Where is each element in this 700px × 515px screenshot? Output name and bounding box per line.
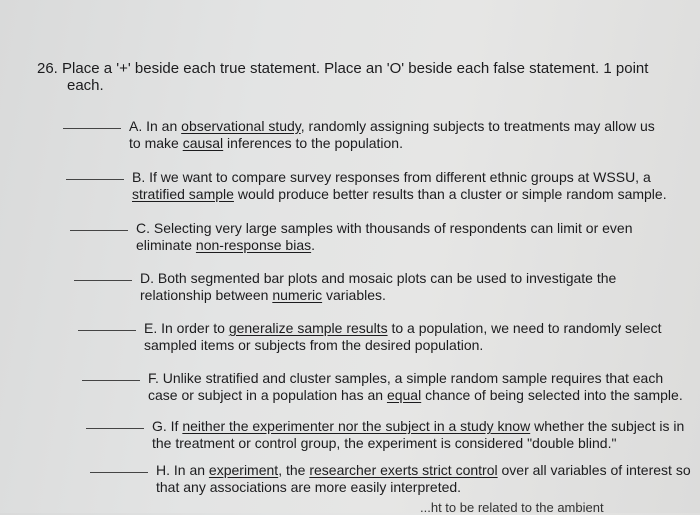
statement-text [136, 220, 632, 254]
statement-text [140, 270, 616, 304]
underlined-term: causal [182, 135, 224, 151]
statement-segment: sampled items or subjects from the desired population. [144, 337, 484, 353]
statement-segment: that any associations are more easily interpreted. [156, 479, 462, 495]
statement-g [86, 418, 684, 452]
statement-segment: D. Both segmented bar plots and mosaic plots can be used to investigate the [140, 270, 617, 286]
statement-text [156, 462, 691, 496]
statement-segment: inferences to the population. [223, 135, 403, 151]
statement-text [132, 169, 667, 203]
answer-blank-h[interactable] [90, 472, 148, 473]
underlined-term: neither the experimenter nor the subject in a study know [182, 418, 531, 434]
answer-blank-a[interactable] [63, 128, 121, 129]
statement-a [63, 118, 655, 152]
cut-off-text: ...ht to be related to the ambient [420, 500, 604, 515]
statement-segment: case or subject in a population has an [148, 387, 387, 403]
statement-segment: B. If we want to compare survey responses from different ethnic groups at WSSU, a [132, 169, 651, 185]
answer-blank-d[interactable] [74, 280, 132, 281]
answer-blank-e[interactable] [78, 330, 136, 331]
statement-segment: variables. [322, 287, 386, 303]
answer-blank-g[interactable] [86, 428, 144, 429]
underlined-term: non-response bias [195, 237, 312, 253]
underlined-term: researcher exerts strict control [309, 462, 498, 478]
answer-blank-c[interactable] [70, 230, 128, 231]
statement-text [129, 118, 655, 152]
statement-segment: F. Unlike stratified and cluster samples, a simple random sample requires that each [148, 370, 664, 386]
statement-text [144, 320, 662, 354]
statement-segment: A. In an [129, 118, 182, 134]
statement-segment: , randomly assigning subjects to treatments may allow us [300, 118, 655, 134]
statement-c [70, 220, 632, 254]
question-number: 26. [37, 60, 58, 77]
statement-h [90, 462, 691, 496]
statement-segment: over all variables of interest so [497, 462, 691, 478]
statement-d [74, 270, 616, 304]
answer-blank-f[interactable] [82, 380, 140, 381]
statement-segment: to make [129, 135, 183, 151]
underlined-term: equal [386, 387, 422, 403]
question-prompt-line1: Place a '+' beside each true statement. Place an 'O' beside each false statement. 1 point [62, 60, 649, 77]
statement-segment: G. If [152, 418, 183, 434]
question-title [37, 60, 648, 94]
question-prompt-line2: each. [67, 77, 104, 94]
underlined-term: experiment [208, 462, 279, 478]
statement-segment: . [311, 237, 315, 253]
statement-segment: chance of being selected into the sample. [421, 387, 683, 403]
answer-blank-b[interactable] [66, 179, 124, 180]
statement-f [82, 370, 683, 404]
statement-segment: whether the subject is in [530, 418, 685, 434]
statement-e [78, 320, 662, 354]
statement-b [66, 169, 667, 203]
statement-segment: eliminate [136, 237, 196, 253]
statement-segment: , the [278, 462, 310, 478]
statement-text [152, 418, 684, 452]
statement-segment: E. In order to [144, 320, 229, 336]
underlined-term: stratified sample [132, 186, 234, 202]
statement-segment: relationship between [140, 287, 273, 303]
underlined-term: generalize sample results [228, 320, 388, 336]
statement-segment: to a population, we need to randomly select [387, 320, 662, 336]
statement-segment: would produce better results than a cluster or simple random sample. [233, 186, 667, 202]
underlined-term: observational study [181, 118, 301, 134]
underlined-term: numeric [272, 287, 323, 303]
statement-segment: the treatment or control group, the experiment is considered "double blind." [152, 435, 617, 451]
statement-segment: H. In an [156, 462, 209, 478]
statement-segment: C. Selecting very large samples with thousands of respondents can limit or even [136, 220, 633, 236]
statement-text [148, 370, 683, 404]
